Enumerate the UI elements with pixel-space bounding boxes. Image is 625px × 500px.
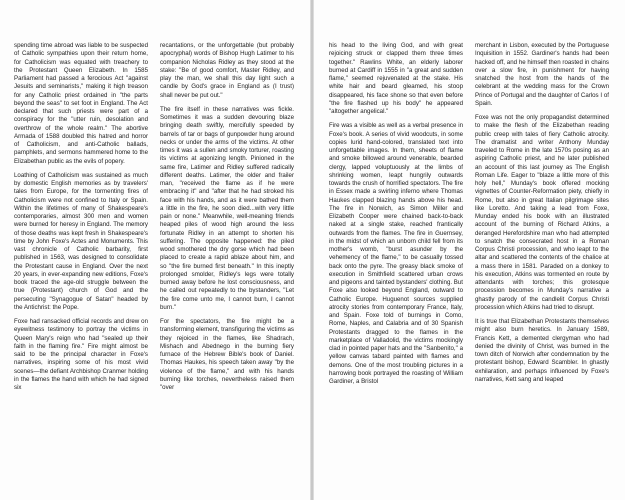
paragraph: Foxe was not the only propagandist determined to make the flesh of the Elizabethan reading public creep with tales of fiery Catholic atrocity. The dramatist and writer Anthony Munday traveled to Rome in the late 1570s posing as an aspiring Catholic priest, and he later published an account of this last journey as The English Roman Life. Eager to "blaze a little more of this holy hell," Munday's book offered mocking vignettes of Counter-Reformation piety, chiefly in Rome, but also in great Italian pilgrimage sites like Loretto. And taking a lead from Foxe, Munday ended his book with an illustrated account of the burning of Richard Atkins, a deranged Herefordshire man who had attempted to snatch the consecrated host in a Roman Corpus Christi procession, and who leapt to the altar and scattered the contents of the chalice at a mass there in 1581. Paraded on a donkey to his execution, Atkins was tormented en route by attendants with torches; this grotesque procession becomes in Munday's narrative a ghastly parody of the candlelit Corpus Christi procession which Atkins had tried to disrupt.: [475, 114, 609, 311]
paragraph: Foxe had ransacked official records and drew on eyewitness testimony to portray the victims in Queen Mary's reign who had "sealed up their faith in the flaming fire." Fire might almost be said to be the principal character in Foxe's narratives, inspiring some of his most vivid scenes—the defiant Archbishop Cranmer holding in the flames the hand with which he had signed six: [14, 318, 148, 391]
paragraph: For the spectators, the fire might be a transforming element, transfiguring the victims as they rejoiced in the flames, like Shadrach, Mishach and Abednego in the burning fiery furnace of the Hebrew Bible's book of Daniel. Thomas Haukes, his speech taken away "by the violence of the flame," and with his hands burning like torches, nevertheless raised them "over: [160, 318, 294, 391]
left-page-column-1: [14, 42, 148, 494]
left-page: [0, 0, 310, 500]
paragraph: Fire was a visible as well as a verbal presence in Foxe's book. A series of vivid woodcuts, in some copies lurid hand-colored, translated text into unforgettable images. In them, sheets of flame and smoke billowed around venerable, bearded clergy, lapped voluptuously at the limbs of shrinking women, leapt hungrily outwards towards the crush of horrified spectators. The fire in Essex made a swirling inferno where Thomas Haukes clapped blazing hands above his head. The fire in Norwich, as Simon Miller and Elizabeth Cooper were chained back-to-back naked at a single stake, reached frantically outwards from the flames. The fire in Guernsey, in the midst of which an unborn child fell from its mother's womb, "burst asunder by the vehemency of the flame," to be casually tossed back onto the pyre. The greasy black smoke of execution in Smithfield scattered urban crows and pigeons and tainted bystanders' clothing. But Foxe also looked beyond England, outward to Catholic Europe. Huguenot sources supplied atrocity stories from contemporary France, Italy, and Spain. Foxe told of burnings in Como, Rome, Naples, and Calabria and of 30 Spanish Protestants dragged to the flames in the marketplace of Valladolid, the victims mockingly clad in pointed paper hats and the "Sanbenito," a yellow canvas tabard painted with flames and demons. One of the most troubling pictures in a harrowing book portrayed the roasting of William Gardiner, a Bristol: [329, 122, 463, 385]
paragraph: recantations, or the unforgettable (but probably apocryphal) words of Bishop Hugh Latimer to his companion Nicholas Ridley as they stood at the stake: "Be of good comfort, Master Ridley, and play the man, we shall this day light such a candle by God's grace in England as (I trust) shall never be put out.": [160, 42, 294, 99]
right-page-column-2: [475, 42, 609, 494]
paragraph: spending time abroad was liable to be suspected of Catholic sympathies upon their return home, for Catholicism was equated with treachery to the Protestant Queen Elizabeth. In 1585 Parliament had passed a ferocious Act "against Jesuits and seminarists," making it high treason for any Catholic priest ordained in "the parts beyond the seas" to set foot in England. The Act declared that such priests were part of a conspiracy for the "utter ruin, desolation and overthrow of the whole realm." The abortive Armada of 1588 doubled this hatred and horror of Catholicism, and anti-Catholic ballads, pamphlets, and sermons hammered home to the Elizabethan public as the evils of popery.: [14, 42, 148, 165]
paragraph: Loathing of Catholicism was sustained as much by domestic English memories as by travelers' tales from Europe, for the tormenting fires of Catholicism were not confined to Italy or Spain. Within the lifetimes of many of Shakespeare's contemporaries, almost 300 men and women were burned for heresy in England. The memory of those deaths was kept fresh in Shakespeare's time by John Foxe's Actes and Monuments. This vast chronicle of Catholic barbarity, first published in 1563, was designed to consolidate the Protestant cause in England. Over the next 20 years, in ever-expanding new editions, Foxe's book traced the age-old struggle between the true (Protestant) church of God and the persecuting "Synagogue of Satan" headed by the Antichrist: the Pope.: [14, 171, 148, 311]
right-page: [314, 0, 625, 500]
paragraph: The fire itself in these narratives was fickle. Sometimes it was a sudden devouring blaze bringing death swiftly, mercifully speeded by barrels of tar or bags of gunpowder hung around necks or under the arms of the victims. At other times it was a sullen and smoky torturer, roasting its victims at agonizing length. Pinioned in the same fire, Latimer and Ridley suffered radically different deaths. Latimer, the older and frailer man, "received the flame as if he were embracing it" and "after that he had stroked his face with his hands, and as it were bathed them a little in the fire, he soon died...with very little pain or none." Meanwhile, well-meaning friends heaped piles of wood high around the less fortunate Ridley in an attempt to shorten his suffering. The opposite happened: the piled wood smothered the dry gorse which had been placed to create a rapid ablaze about him, and so "the fire burned first beneath." In this ineptly prolonged smolder, Ridley's legs were totally burned away before he lost consciousness, and he called out repeatedly to the bystanders, "Let the fire come unto me, I cannot burn, I cannot burn.": [160, 105, 294, 311]
paragraph: merchant in Lisbon, executed by the Portuguese Inquisition in 1552. Gardiner's hands had been hacked off, and he himself then roasted in chains over a slow fire, in punishment for having snatched the host from the hands of the celebrant at the wedding mass for the Crown Prince of Portugal and the daughter of Carlos I of Spain.: [475, 42, 609, 107]
paragraph: his head to the living God, and with great rejoicing struck or clapped them three times together." Rawlins White, an elderly laborer burned at Cardiff in 1555 in "a great and sudden flame," seemed rejuvenated at the stake. His white hair and beard gleamed, his stoop disappeared, his face shone so that even before "the fire flashed up his body" he appeared "altogether angelical.": [329, 42, 463, 115]
paragraph: It is true that Elizabethan Protestants themselves might also burn heretics. In January 1589, Francis Kett, a demented clergyman who had denied the divinity of Christ, was burned in the town ditch of Norwich after condemnation by the protestant bishop, Edward Scambler. In ghastly exhilaration, and perhaps influenced by Foxe's narratives, Kett sang and leaped: [475, 318, 609, 383]
right-page-column-1: [329, 42, 463, 494]
left-page-column-2: [160, 42, 294, 494]
